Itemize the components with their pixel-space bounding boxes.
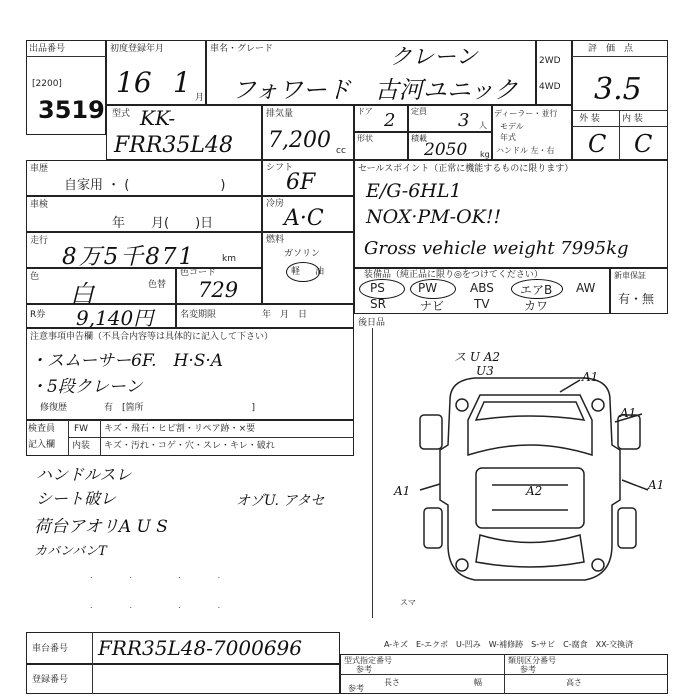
pw-circle-mark — [410, 279, 456, 299]
model-year-model-label: モデル — [500, 122, 524, 131]
entry-label: 記入欄 — [28, 440, 56, 450]
lot-number: 3519 — [38, 96, 105, 124]
height-label: 高さ — [566, 678, 582, 687]
divider — [68, 437, 354, 438]
displacement-value: 7,200 — [268, 128, 331, 153]
equip-leather: カワ — [524, 299, 549, 313]
vehicle-damage-diagram — [380, 340, 680, 620]
airbag-circle-mark — [511, 279, 563, 299]
capacity-label: 定員 — [411, 107, 427, 116]
history-value: 自家用 ・ ( ) — [64, 178, 226, 193]
exterior-label: 外 装 — [579, 114, 600, 124]
interior-grade: C — [634, 130, 653, 158]
model-prefix: KK- — [140, 106, 176, 130]
damage-legend: A-キズ E-エクボ U-凹み W-補修跡 S-サビ C-腐食 XX-交換済 — [384, 640, 634, 649]
equip-ps: PS — [370, 281, 385, 295]
equip-airbag: エアB — [520, 283, 553, 297]
registration-box — [26, 664, 340, 694]
interior-items: キズ・汚れ・コゲ・穴・スレ・キレ・破れ — [104, 441, 275, 451]
drive-4wd: 4WD — [539, 82, 561, 92]
fuel-oil: 油 — [315, 267, 325, 277]
equipment-label: 装備品（純正品に限り◎をつけてください） — [364, 270, 543, 280]
ps-circle-mark — [359, 279, 405, 299]
handwriting-line-3: 荷台アオリA U S — [34, 517, 168, 537]
inspector-label: 検査員 — [28, 424, 56, 434]
ref-label-1: 参考 — [356, 665, 372, 674]
width-label: 幅 — [474, 678, 482, 687]
fw-label: FW — [74, 424, 89, 434]
mirror-label: スマ — [400, 598, 416, 607]
inspection-value: 年 月( )日 — [112, 216, 214, 231]
registration-label: 登録番号 — [32, 675, 69, 685]
handwriting-aside: オゾU. アタセ — [236, 493, 325, 509]
lot-label: 出品番号 — [29, 44, 66, 54]
fuel-gasoline: ガソリン — [284, 249, 321, 259]
chassis-label: 車台番号 — [32, 644, 69, 654]
equip-tv: TV — [474, 297, 490, 311]
type-label: 型式 — [112, 109, 131, 119]
sales-line-3: Gross vehicle weight 7995kg — [364, 238, 629, 259]
new-car-value: 有・無 — [618, 292, 655, 306]
ref-label-2: 参考 — [520, 665, 536, 674]
shift-value: 6F — [286, 170, 316, 195]
color-code-label: 色コード — [180, 268, 217, 278]
color-change-label: 色替 — [148, 280, 167, 290]
sales-line-1: E/G-6HL1 — [366, 180, 462, 202]
diagram-label-u3: U3 — [476, 364, 494, 378]
holding-label: 名変期限 — [180, 310, 217, 320]
diagram-label-top: ス U A2 — [454, 350, 501, 364]
mileage-value: 8万5千871 — [62, 244, 196, 270]
fuel-light: 軽 — [291, 267, 301, 277]
divider — [372, 328, 373, 618]
score-label: 評 価 点 — [588, 44, 634, 54]
model-cert-label: 型式指定番号 — [344, 656, 392, 665]
door-value: 2 — [384, 110, 396, 131]
equip-sr: SR — [370, 297, 386, 311]
equip-navi: ナビ — [420, 299, 445, 313]
sales-points-label: セールスポイント（正常に機能するものに限ります） — [358, 164, 574, 174]
month-unit: 月 — [195, 93, 205, 103]
mileage-label: 走行 — [30, 236, 49, 246]
exterior-grade: C — [588, 130, 607, 158]
displacement-label: 排気量 — [266, 109, 294, 119]
divider — [572, 56, 668, 57]
fuel-label: 燃料 — [266, 235, 285, 245]
recycle-value: 9,140円 — [76, 306, 154, 330]
divider — [572, 126, 668, 127]
length-label: 長さ — [384, 678, 400, 687]
divider — [340, 674, 668, 675]
cc-unit: cc — [336, 146, 346, 156]
handle-label: ハンドル 左・右 — [496, 146, 555, 155]
divider — [26, 56, 106, 57]
capacity-value: 3 — [458, 110, 470, 131]
first-reg-month: 1 — [173, 66, 191, 99]
chassis-value: FRR35L48-7000696 — [98, 636, 303, 660]
divider — [619, 110, 620, 160]
divider — [572, 110, 668, 111]
class-label: 類別区分番号 — [508, 656, 556, 665]
fw-items: キズ・飛石・ヒビ割・リペア跡・×要 — [104, 424, 256, 434]
recycle-label: R券 — [30, 310, 46, 320]
door-label: ドア — [357, 107, 373, 116]
equip-pw: PW — [418, 281, 438, 295]
inspection-label: 車検 — [30, 200, 49, 210]
ac-label: 冷房 — [266, 199, 285, 209]
sales-line-2: NOX·PM-OK!! — [366, 206, 502, 228]
first-reg-label: 初度登録年月 — [110, 44, 165, 54]
diagram-label-a1-top: A1 — [582, 370, 599, 384]
diagram-label-a1-right: A1 — [620, 406, 637, 420]
dotted-guides: . . . . — [90, 601, 222, 610]
payload-value: 2050 — [424, 140, 468, 160]
diagram-label-a2: A2 — [526, 484, 543, 498]
dealer-label: ディーラー・並行 — [494, 109, 558, 118]
handwriting-line-2: シート破レ — [36, 489, 117, 508]
handwriting-line-4: カバンバンT — [34, 544, 107, 559]
ac-value: A·C — [284, 206, 324, 231]
dotted-guides: . . . . — [90, 571, 222, 580]
color-label: 色 — [30, 272, 40, 282]
crane-text: クレーン — [390, 45, 478, 70]
notes-line-1: ・スムーサー6F. H·S·A — [30, 351, 224, 371]
capacity-unit: 人 — [479, 121, 487, 130]
payload-unit: kg — [480, 150, 490, 159]
color-value: 白 — [70, 280, 94, 308]
fuel-circle-mark — [286, 262, 320, 282]
equip-abs: ABS — [470, 281, 494, 295]
payload-label: 積載 — [411, 134, 427, 143]
shape-label: 形状 — [357, 134, 373, 143]
lot-code: [2200] — [32, 79, 62, 89]
holding-value: 年 月 日 — [262, 310, 308, 320]
notes-label: 注意事項申告欄（不具合内容等は具体的に記入して下さい） — [30, 332, 274, 342]
drive-box — [536, 40, 572, 105]
model-code: FRR35L48 — [114, 133, 233, 158]
year-label: 年式 — [500, 133, 516, 142]
new-car-label: 新車保証 — [614, 271, 646, 280]
diagram-label-a1-rear: A1 — [648, 478, 665, 492]
name-grade-label: 車名・グレード — [210, 44, 274, 54]
handwriting-line-1: ハンドルスレ — [36, 465, 132, 484]
divider — [100, 420, 101, 456]
first-reg-year: 16 — [116, 66, 152, 99]
notes-line-2: ・5段クレーン — [30, 377, 143, 397]
km-unit: km — [222, 254, 236, 264]
interior-check-label: 内装 — [72, 441, 91, 451]
repair-label: 修復歴 — [40, 403, 68, 413]
divider — [68, 420, 69, 456]
color-code-value: 729 — [198, 278, 239, 302]
divider — [92, 632, 93, 664]
cleaning-label: 後日品 — [358, 318, 386, 328]
shift-label: シフト — [266, 163, 294, 173]
divider — [92, 664, 93, 694]
history-label: 車歴 — [30, 164, 49, 174]
interior-label: 内 装 — [622, 114, 643, 124]
score-value: 3.5 — [594, 72, 642, 107]
drive-2wd: 2WD — [539, 56, 561, 66]
repair-value: 有 [箇所 ] — [104, 403, 256, 413]
diagram-label-a1-left: A1 — [394, 484, 411, 498]
equip-aw: AW — [576, 281, 596, 295]
ref-label-3: 参考 — [348, 684, 364, 693]
car-name-text: フォワード 古河ユニック — [232, 76, 518, 104]
